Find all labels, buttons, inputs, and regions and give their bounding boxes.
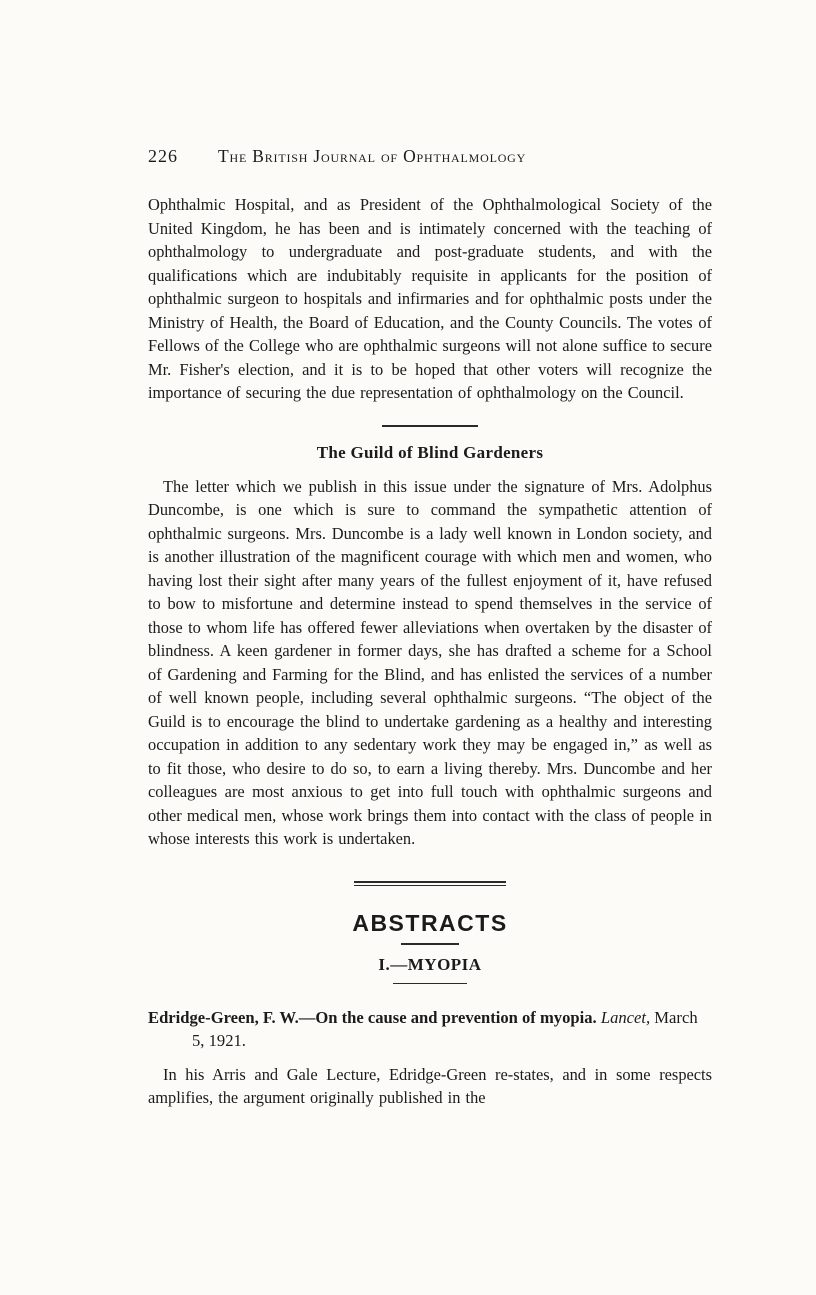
page-number: 226 <box>148 146 178 166</box>
double-divider-rule <box>354 881 506 886</box>
abstract-entry-heading <box>148 1006 712 1053</box>
abstracts-title: ABSTRACTS <box>352 909 508 936</box>
abstract-entry-citation-date: March 5, 1921. <box>192 1007 698 1050</box>
guild-article-title: The Guild of Blind Gardeners <box>316 442 544 462</box>
abstract-entry-paragraph: In his Arris and Gale Lecture, Edridge-Green re-states, and in some respects amplifies, the argument originally published in the <box>148 1064 712 1107</box>
section-divider-rule <box>382 425 478 427</box>
journal-title: The British Journal of Ophthalmology <box>218 146 527 166</box>
abstract-entry-citation-journal: Lancet, <box>600 1007 651 1027</box>
myopia-section-heading: I.—MYOPIA <box>378 954 482 974</box>
running-header <box>148 146 712 167</box>
guild-article-paragraph: The letter which we publish in this issue under the signature of Mrs. Adolphus Duncombe, is one which is sure to command the sympathetic attention of ophthalmic surgeons. Mrs. Duncombe is a lady well known in London society, and is another illustration of the magnificent courage with which men and women, who having lost their sight after many years of the fullest enjoyment of it, have refused to bow to misfortune and determine instead to spend themselves in the service of those to whom life has offered fewer alleviations when overtaken by the disaster of blindness. A keen gardener in former days, she has drafted a scheme for a School of Gardening and Farming for the Blind, and has enlisted the services of a number of well known people, including several ophthalmic surgeons. “The object of the Guild is to encourage the blind to undertake gardening as a healthy and interesting occupation in addition to any sedentary work they may be engaged in,” as well as to fit those, who desire to do so, to earn a living thereby. Mrs. Duncombe and her colleagues are most anxious to get into full touch with ophthalmic surgeons and other medical men, whose work brings them into contact with the class of people in whose interests this work is undertaken. <box>148 476 712 848</box>
myopia-heading-rule <box>393 983 467 984</box>
abstract-entry-author-title: Edridge-Green, F. W.—On the cause and prevention of myopia. <box>148 1007 597 1027</box>
article-continuation-paragraph: Ophthalmic Hospital, and as President of the Ophthalmological Society of the United Kingdom, he has been and is intimately concerned with the teaching of ophthalmology to undergraduate and post-graduate students, and with the qualifications which are indubitably requisite in applicants for the position of ophthalmic surgeon to hospitals and infirmaries and for ophthalmic posts under the Ministry of Health, the Board of Education, and the County Councils. The votes of Fellows of the College who are ophthalmic surgeons will not alone suffice to secure Mr. Fisher's election, and it is to be hoped that other voters will recognize the importance of securing the due representation of ophthalmology on the Council. <box>148 195 712 402</box>
abstracts-title-rule <box>401 943 459 945</box>
